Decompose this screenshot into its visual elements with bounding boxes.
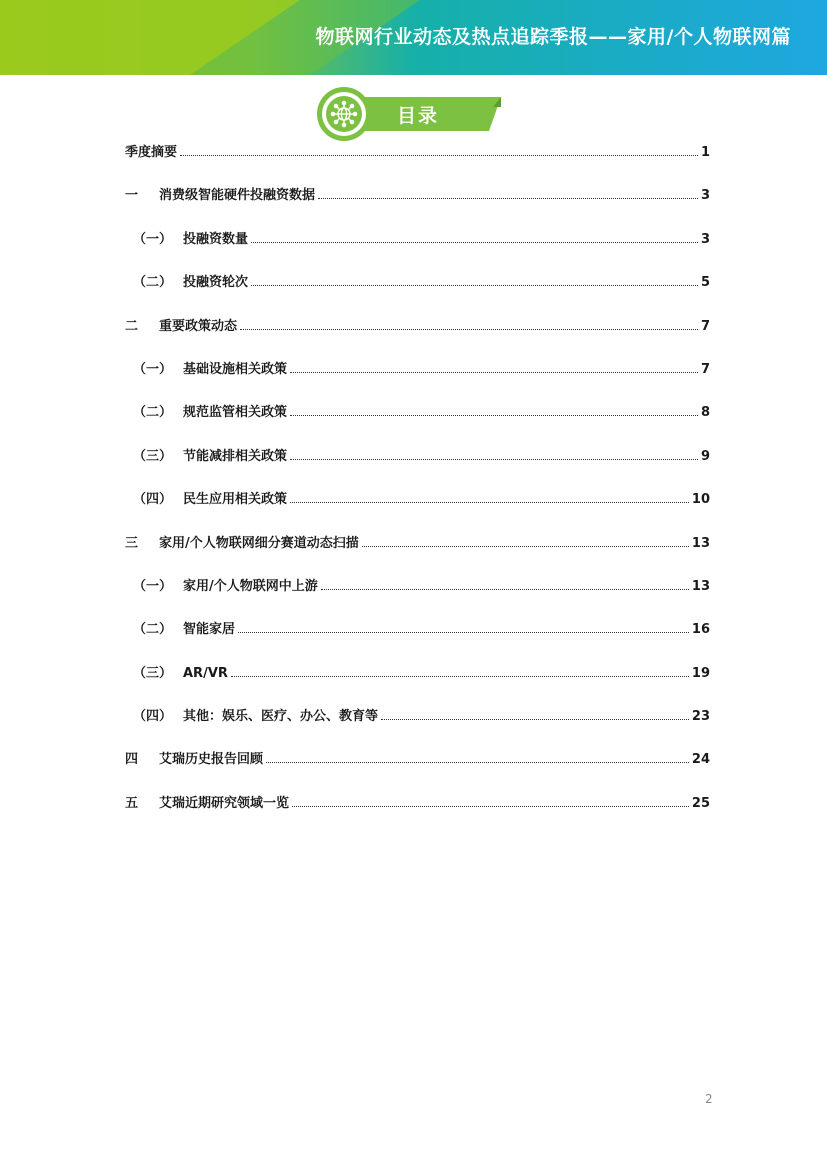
toc-entry-page: 10 — [691, 492, 710, 508]
toc-entry-number: （一） — [133, 231, 173, 247]
toc-dot-leader — [251, 284, 698, 286]
toc-dot-leader — [290, 371, 698, 373]
toc-entry[interactable] — [125, 227, 710, 270]
toc-entry-page: 25 — [691, 795, 710, 811]
toc-entry[interactable] — [125, 747, 710, 790]
toc-entry-title: 家用/个人物联网中上游 — [183, 578, 318, 594]
toc-entry-number: 二 — [125, 318, 139, 334]
toc-entry-page: 13 — [691, 535, 710, 551]
toc-entry-number: 五 — [125, 795, 139, 811]
toc-entry-number: （三） — [133, 448, 173, 464]
toc-dot-leader — [321, 588, 689, 590]
header-banner — [0, 0, 827, 75]
toc-dot-leader — [231, 675, 689, 677]
toc-entry-page: 8 — [700, 405, 710, 421]
toc-entry-title: 智能家居 — [183, 622, 236, 638]
toc-entry-page: 1 — [700, 145, 710, 160]
toc-entry-title: 消费级智能硬件投融资数据 — [159, 188, 316, 204]
toc-dot-leader — [180, 154, 698, 156]
toc-dot-leader — [290, 414, 698, 416]
toc-entry-number: （二） — [133, 275, 173, 291]
toc-dot-leader — [240, 328, 698, 330]
toc-entry[interactable] — [125, 704, 710, 747]
toc-entry-title: 重要政策动态 — [159, 318, 238, 334]
toc-entry-title: 其他：娱乐、医疗、办公、教育等 — [183, 709, 379, 725]
toc-entry-title: 家用/个人物联网细分赛道动态扫描 — [159, 535, 359, 551]
toc-entry-number: （二） — [133, 405, 173, 421]
toc-entry-title: 艾瑞近期研究领域一览 — [159, 795, 290, 811]
toc-entry-number: 一 — [125, 188, 139, 204]
toc-entry-number: 四 — [125, 752, 139, 768]
toc-entry-title: AR/VR — [183, 665, 228, 681]
toc-entry-page: 7 — [700, 361, 710, 377]
toc-entry[interactable] — [125, 574, 710, 617]
toc-entry[interactable] — [125, 444, 710, 487]
globe-network-icon — [331, 101, 356, 126]
toc-entry[interactable] — [125, 531, 710, 574]
toc-entry[interactable] — [125, 661, 710, 704]
toc-dot-leader — [266, 761, 689, 763]
toc-entry-title: 投融资数量 — [183, 231, 249, 247]
toc-entry[interactable] — [125, 140, 710, 183]
toc-entry-number: （二） — [133, 622, 173, 638]
toc-entry-page: 3 — [700, 231, 710, 247]
toc-entry[interactable] — [125, 617, 710, 660]
toc-entry-number: （三） — [133, 665, 173, 681]
toc-entry-number: （一） — [133, 578, 173, 594]
toc-dot-leader — [290, 501, 689, 503]
toc-entry-title: 艾瑞历史报告回顾 — [159, 752, 264, 768]
table-of-contents — [125, 140, 710, 834]
toc-entry[interactable] — [125, 270, 710, 313]
toc-entry[interactable] — [125, 487, 710, 530]
toc-dot-leader — [238, 631, 689, 633]
toc-entry-title: 节能减排相关政策 — [183, 448, 288, 464]
page-number: 2 — [705, 1092, 713, 1106]
toc-entry-number: （一） — [133, 361, 173, 377]
toc-dot-leader — [290, 458, 698, 460]
report-title: 物联网行业动态及热点追踪季报——家用/个人物联网篇 — [315, 26, 791, 48]
toc-entry-page: 19 — [691, 665, 710, 681]
toc-entry[interactable] — [125, 357, 710, 400]
toc-dot-leader — [381, 718, 689, 720]
toc-entry-title: 基础设施相关政策 — [183, 361, 288, 377]
toc-entry-page: 7 — [700, 318, 710, 334]
toc-dot-leader — [251, 241, 698, 243]
toc-heading-badge — [315, 85, 505, 143]
toc-heading: 目录 — [397, 105, 440, 127]
toc-entry[interactable] — [125, 400, 710, 443]
toc-dot-leader — [362, 545, 689, 547]
toc-entry[interactable] — [125, 791, 710, 834]
toc-entry-title: 民生应用相关政策 — [183, 492, 288, 508]
toc-entry[interactable] — [125, 183, 710, 226]
toc-entry-page: 3 — [700, 188, 710, 204]
toc-entry-page: 9 — [700, 448, 710, 464]
toc-entry-page: 16 — [691, 622, 710, 638]
toc-dot-leader — [318, 197, 698, 199]
toc-entry-title: 投融资轮次 — [183, 275, 249, 291]
toc-entry-page: 23 — [691, 709, 710, 725]
toc-entry-title: 季度摘要 — [125, 145, 178, 160]
toc-entry-number: 三 — [125, 535, 139, 551]
toc-entry-page: 5 — [700, 275, 710, 291]
toc-entry[interactable] — [125, 314, 710, 357]
toc-dot-leader — [292, 805, 689, 807]
toc-entry-number: （四） — [133, 709, 173, 725]
toc-entry-page: 24 — [691, 752, 710, 768]
toc-entry-title: 规范监管相关政策 — [183, 405, 288, 421]
toc-entry-page: 13 — [691, 578, 710, 594]
toc-entry-number: （四） — [133, 492, 173, 508]
